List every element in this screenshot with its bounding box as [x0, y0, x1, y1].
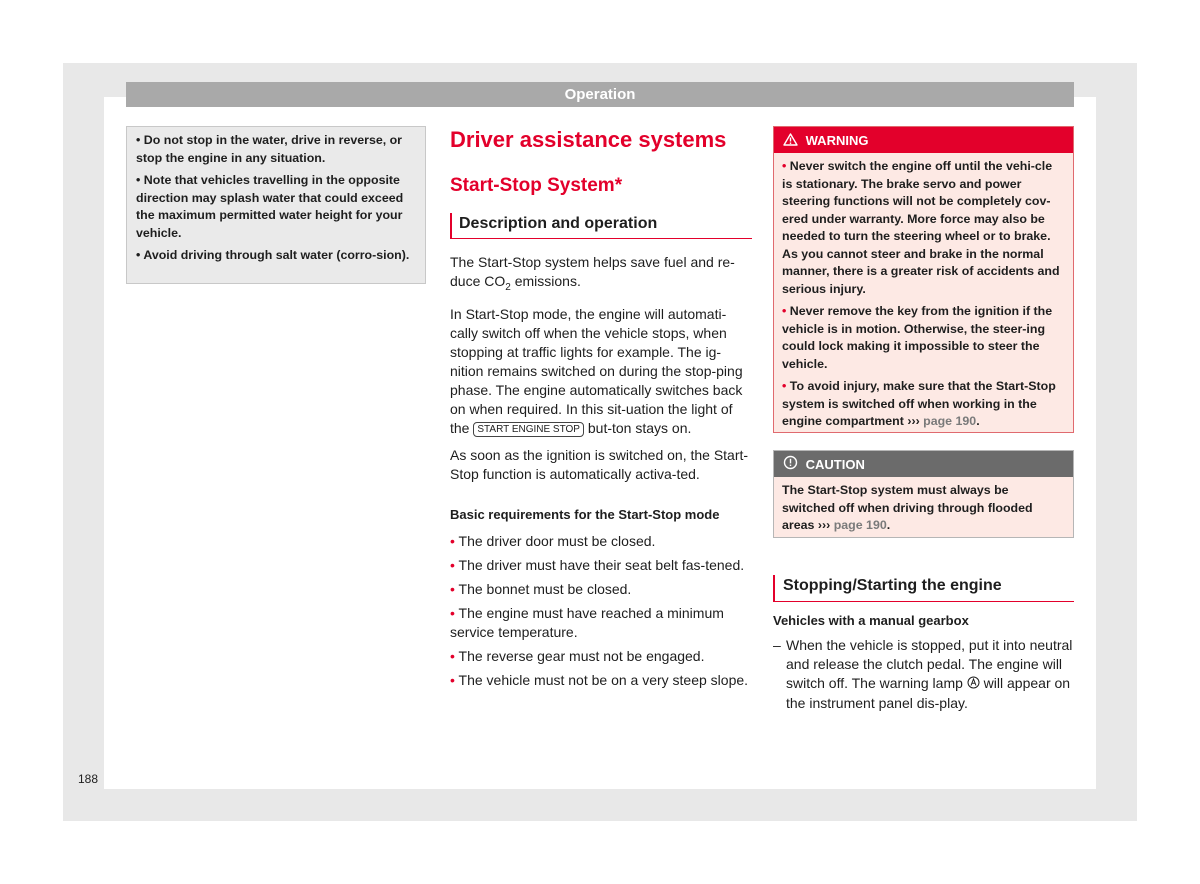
page-ref-link[interactable]: page 190 [923, 414, 977, 428]
paragraph-1: The Start-Stop system helps save fuel and re-duce $CO_2$ emissions. [450, 254, 735, 293]
list-item: • The reverse gear must not be engaged. [450, 647, 705, 664]
page-ref-link[interactable]: page 190 [833, 518, 887, 532]
warning-triangle-icon [783, 128, 798, 155]
list-item: • The driver must have their seat belt fas-tened. [450, 556, 745, 573]
list-item: • The vehicle must not be on a very steep slope. [450, 671, 749, 688]
warning-item-3: • To avoid injury, make sure that the Start-Stop system is switched off when working in the engine compartment ››› page 190. [782, 379, 1056, 428]
chapter-title: Driver assistance systems [450, 127, 727, 152]
warning-item-2: • Never remove the key from the ignition if the vehicle is in motion. Otherwise, the steer-ing could lock making it impossible to steer the vehicle. [782, 304, 1053, 371]
note-item-1: • Do not stop in the water, drive in reverse, or stop the engine in any situation. [136, 133, 402, 165]
paragraph-2: In Start-Stop mode, the engine will automati-cally switch off when the vehicle stops, when stopping at traffic lights for example. The ig-nition remains switched on during the stop-ping phase. The engine automatically switches back on when required. In this sit-uation the light of the START ENGINE STOP but-ton stays on. [450, 305, 743, 436]
start-stop-lamp-icon [967, 675, 980, 694]
page-header: Operation [126, 82, 1074, 107]
subsection-title: Description and operation [450, 213, 752, 239]
caution-circle-icon [783, 452, 798, 479]
list-item: • The engine must have reached a minimum service temperature. [450, 604, 724, 640]
gearbox-heading: Vehicles with a manual gearbox [773, 613, 969, 628]
caution-header: CAUTION [774, 451, 1073, 477]
caution-box [773, 450, 1074, 538]
note-box [126, 126, 426, 284]
right-lower-content [773, 612, 1074, 713]
subsection-title-stopping: Stopping/Starting the engine [773, 575, 1074, 602]
middle-column [450, 124, 752, 695]
list-item: • The driver door must be closed. [450, 532, 656, 549]
section-title: Start-Stop System* [450, 175, 623, 196]
note-item-2: • Note that vehicles travelling in the opposite direction may splash water that could exceed the maximum permitted water height for your vehicle. [136, 173, 404, 240]
warning-header: WARNING [774, 127, 1073, 153]
page-number: 188 [78, 772, 99, 786]
caution-text: The Start-Stop system must always be switched off when driving through flooded areas ››› page 190. [782, 483, 1033, 532]
start-engine-stop-key: START ENGINE STOP [473, 422, 584, 437]
list-item: – When the vehicle is stopped, put it into neutral and release the clutch pedal. The engine will switch off. The warning lamp will appear on the instrument panel dis-play. [773, 637, 1073, 711]
warning-box [773, 126, 1074, 433]
note-item-3: • Avoid driving through salt water (corro-sion). [136, 248, 410, 262]
list-item: • The bonnet must be closed. [450, 580, 632, 597]
requirements-heading: Basic requirements for the Start-Stop mode [450, 506, 720, 522]
warning-item-1: • Never switch the engine off until the vehi-cle is stationary. The brake servo and power steering functions will not be completely cov-ered under warranty. More force may also be needed to turn the steering wheel or to brake. As you cannot steer and brake in the normal manner, there is a greater risk of accidents and serious injury. [782, 159, 1060, 296]
paragraph-3: As soon as the ignition is switched on, the Start-Stop function is automatically activa-ted. [450, 446, 749, 482]
